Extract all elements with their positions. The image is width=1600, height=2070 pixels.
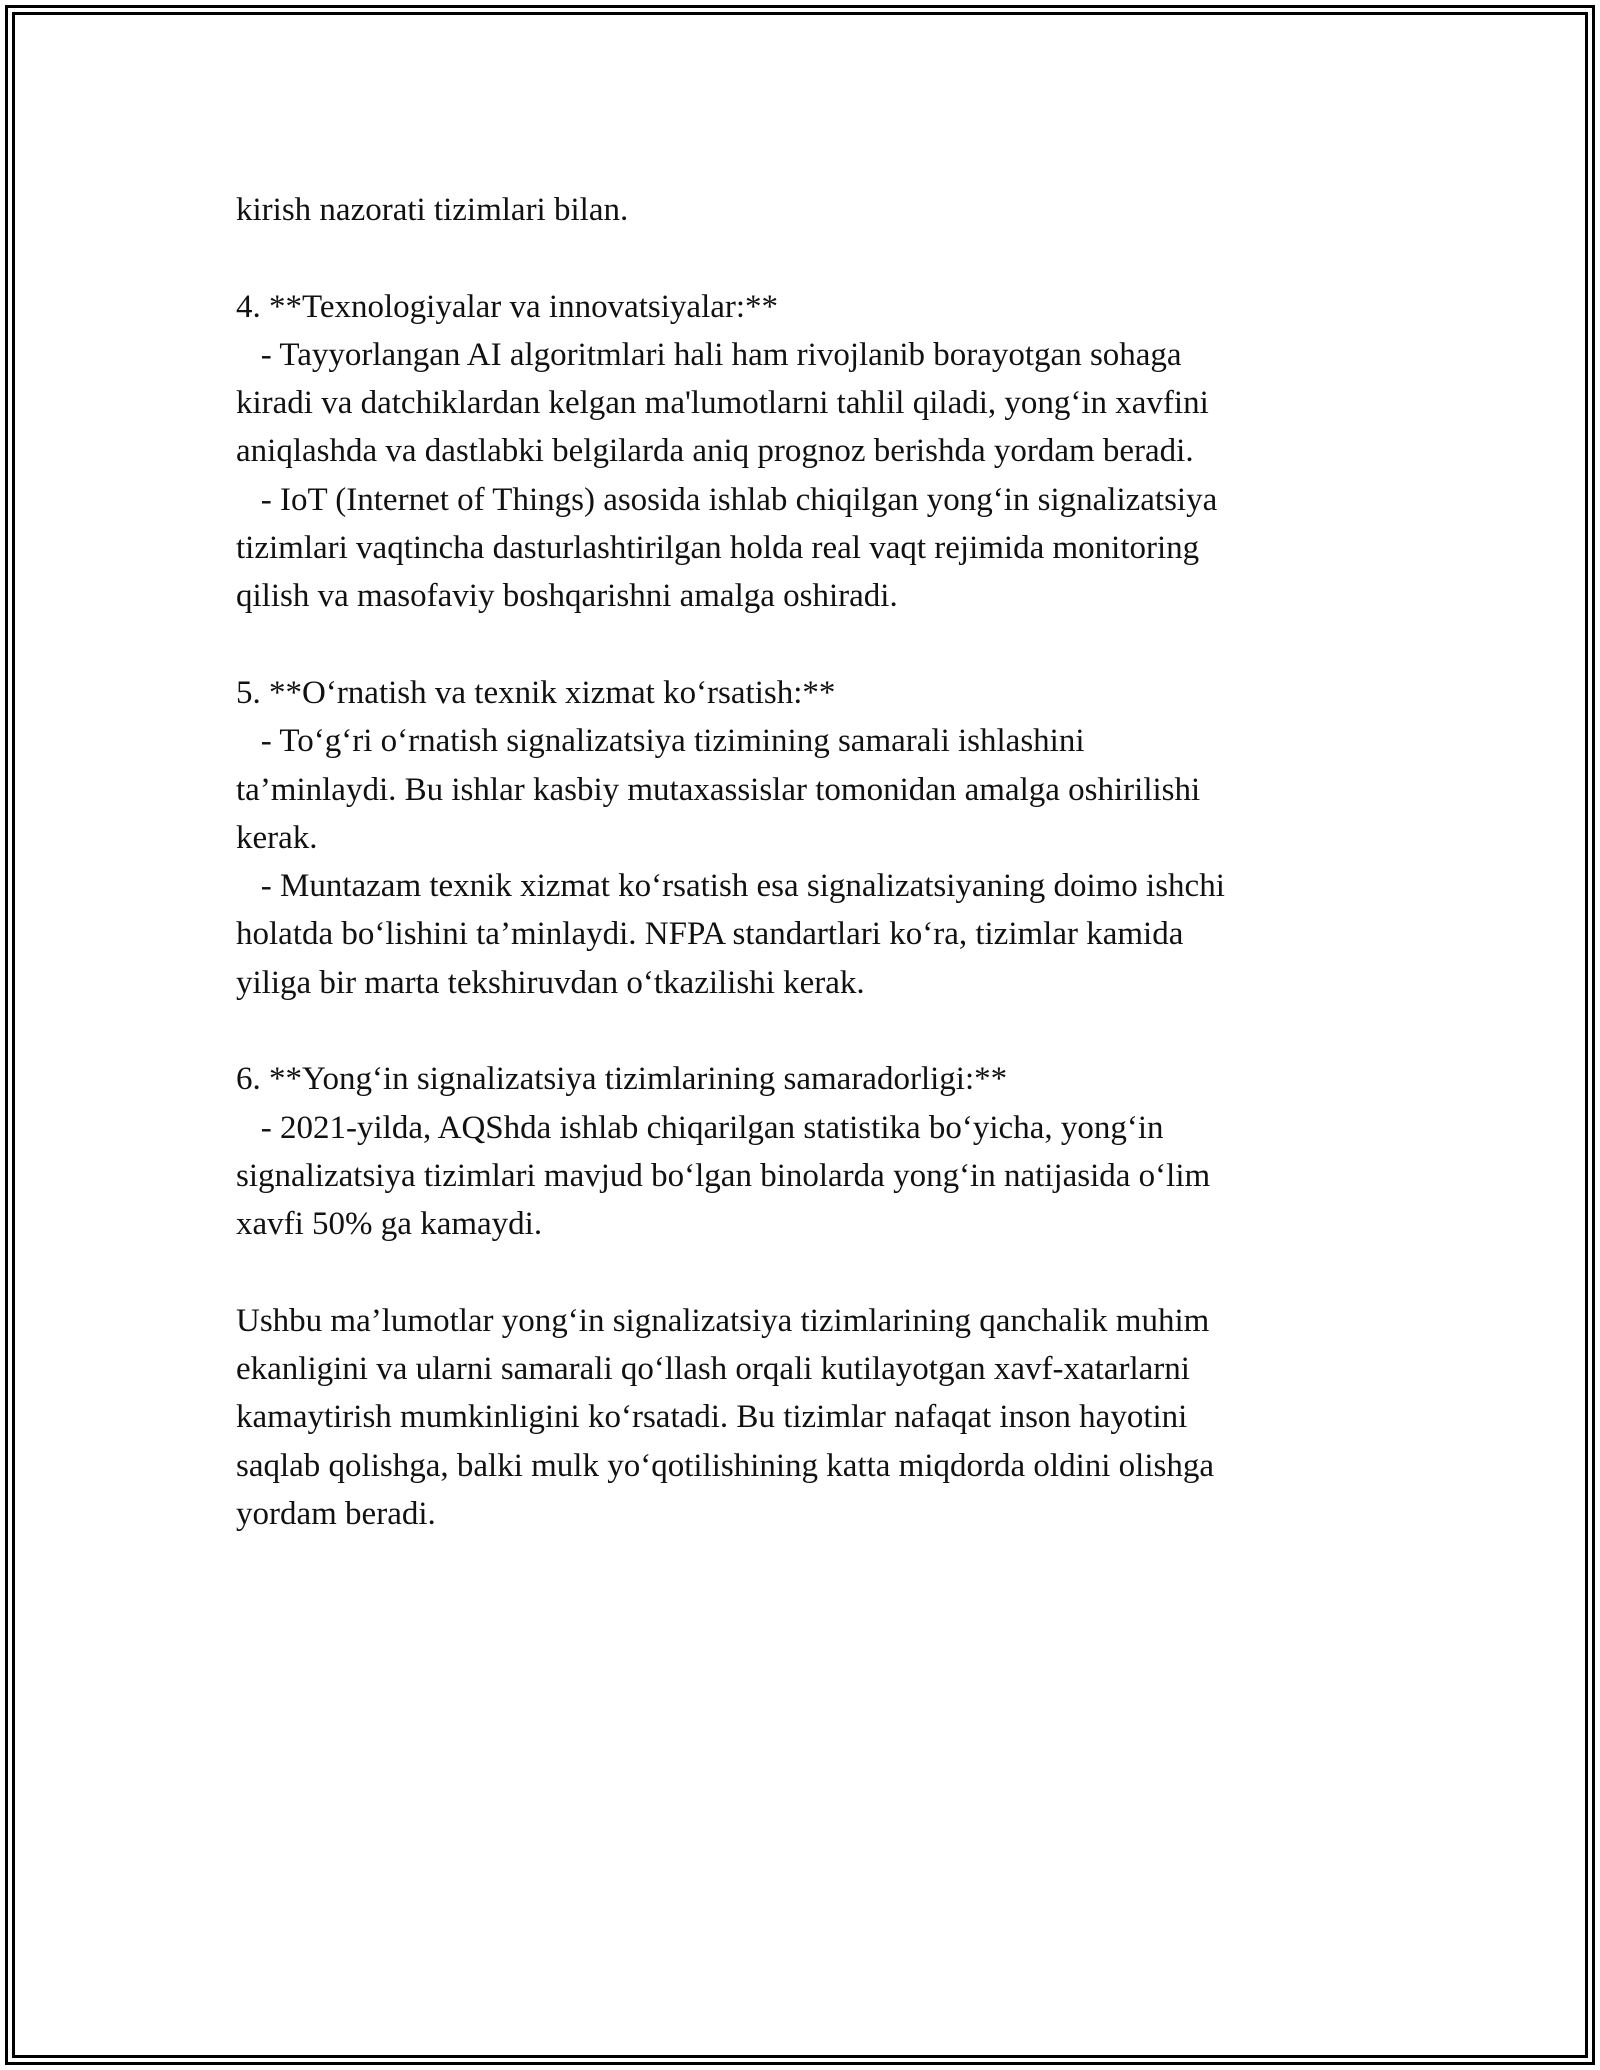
text-line: - IoT (Internet of Things) asosida ishlab chiqilgan yong‘in signalizatsiya (236, 481, 1218, 518)
text-line: yiliga bir marta tekshiruvdan o‘tkazilishi kerak. (236, 964, 865, 1001)
blank-line (236, 1249, 1376, 1297)
conclusion-line: yordam beradi. (236, 1496, 436, 1533)
text-line: - 2021-yilda, AQShda ishlab chiqarilgan statistika bo‘yicha, yong‘in (236, 1109, 1164, 1146)
text-line: tizimlari vaqtincha dasturlashtirilgan holda real vaqt rejimida monitoring (236, 530, 1200, 567)
blank-line (236, 1007, 1376, 1055)
text-line: signalizatsiya tizimlari mavjud bo‘lgan binolarda yong‘in natijasida o‘lim (236, 1157, 1211, 1194)
text-line: - Tayyorlangan AI algoritmlari hali ham rivojlanib borayotgan sohaga (236, 336, 1182, 373)
conclusion-line: kamaytirish mumkinligini ko‘rsatadi. Bu tizimlar nafaqat inson hayotini (236, 1399, 1188, 1436)
blank-line (236, 234, 1376, 282)
text-line: - Muntazam texnik xizmat ko‘rsatish esa signalizatsiyaning doimo ishchi (236, 868, 1225, 905)
text-line: aniqlashda va dastlabki belgilarda aniq prognoz berishda yordam beradi. (236, 433, 1194, 470)
section-heading: 6. **Yong‘in signalizatsiya tizimlarining samaradorligi:** (236, 1061, 1008, 1098)
text-line: kirish nazorati tizimlari bilan. (236, 192, 629, 228)
text-line: holatda bo‘lishini ta’minlaydi. NFPA standartlari ko‘ra, tizimlar kamida (236, 916, 1184, 953)
text-line: ta’minlaydi. Bu ishlar kasbiy mutaxassislar tomonidan amalga oshirilishi (236, 771, 1201, 808)
text-line: xavfi 50% ga kamaydi. (236, 1206, 543, 1243)
section-heading: 5. **O‘rnatish va texnik xizmat ko‘rsatish:** (236, 674, 836, 711)
blank-line (236, 621, 1376, 669)
text-line: kerak. (236, 819, 318, 856)
conclusion-line: Ushbu ma’lumotlar yong‘in signalizatsiya tizimlarining qanchalik muhim (236, 1302, 1210, 1339)
section-heading: 4. **Texnologiyalar va innovatsiyalar:** (236, 288, 779, 325)
text-line: - To‘g‘ri o‘rnatish signalizatsiya tizimining samarali ishlashini (236, 723, 1085, 760)
document-body (236, 186, 1376, 1538)
conclusion-line: saqlab qolishga, balki mulk yo‘qotilishining katta miqdorda oldini olishga (236, 1447, 1214, 1484)
text-line: kiradi va datchiklardan kelgan ma'lumotlarni tahlil qiladi, yong‘in xavfini (236, 385, 1209, 422)
conclusion-line: ekanligini va ularni samarali qo‘llash orqali kutilayotgan xavf-xatarlarni (236, 1351, 1190, 1388)
text-line: qilish va masofaviy boshqarishni amalga oshiradi. (236, 578, 898, 615)
